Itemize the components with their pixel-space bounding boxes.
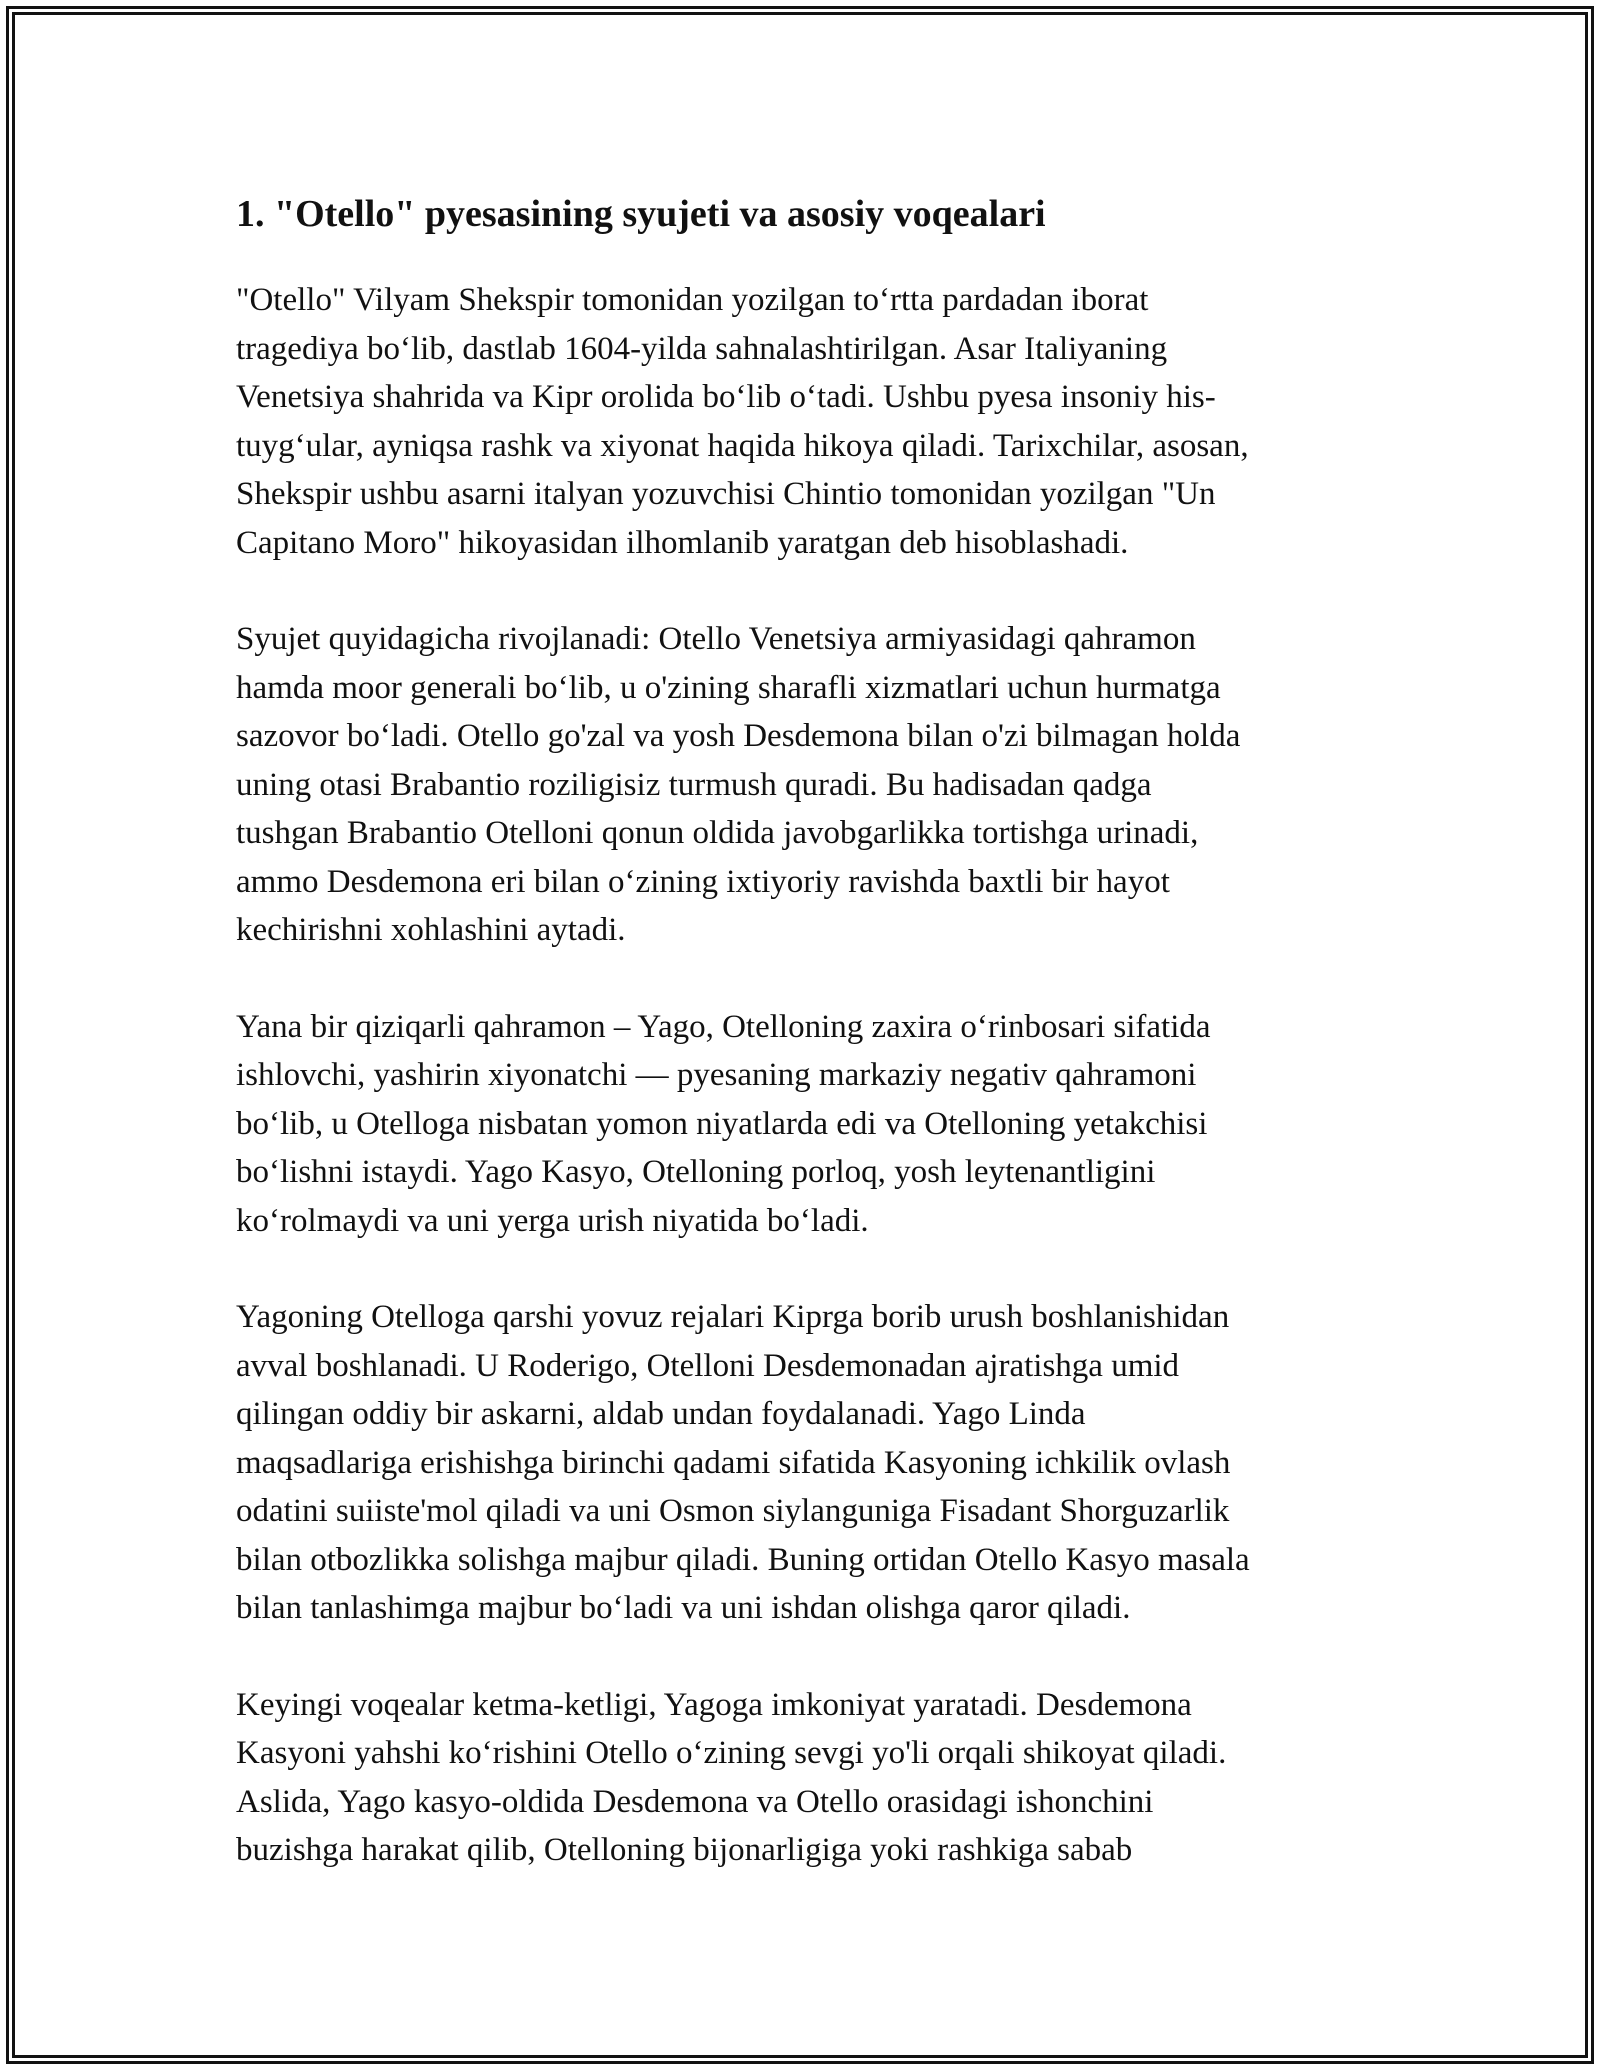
text-line: Keyingi voqealar ketma-ketligi, Yagoga imkoniyat yaratadi. Desdemona xyxy=(236,1686,1192,1723)
text-line: ko‘rolmaydi va uni yerga urish niyatida bo‘ladi. xyxy=(236,1202,869,1239)
text-line: avval boshlanadi. U Roderigo, Otelloni Desdemonadan ajratishga umid xyxy=(236,1347,1180,1384)
text-line: bilan tanlashimga majbur bo‘ladi va uni ishdan olishga qaror qiladi. xyxy=(236,1590,1131,1626)
text-line: tragediya bo‘lib, dastlab 1604-yilda sahnalashtirilgan. Asar Italiyaning xyxy=(236,330,1168,367)
paragraph-2 xyxy=(236,615,1366,955)
text-line: sazovor bo‘ladi. Otello go'zal va yosh Desdemona bilan o'zi bilmagan holda xyxy=(236,718,1241,754)
text-line: bo‘lib, u Otelloga nisbatan yomon niyatlarda edi va Otelloning yetakchisi xyxy=(236,1105,1208,1142)
text-line: Yagoning Otelloga qarshi yovuz rejalari Kiprga borib urush boshlanishidan xyxy=(236,1299,1230,1335)
text-line: ishlovchi, yashirin xiyonatchi — pyesaning markaziy negativ qahramoni xyxy=(236,1057,1197,1093)
text-line: Venetsiya shahrida va Kipr orolida bo‘lib o‘tadi. Ushbu pyesa insoniy his- xyxy=(236,379,1216,415)
text-line: kechirishni xohlashini aytadi. xyxy=(236,912,626,948)
text-line: Yana bir qiziqarli qahramon – Yago, Otelloning zaxira o‘rinbosari sifatida xyxy=(236,1008,1211,1045)
paragraph-4 xyxy=(236,1293,1366,1633)
document-body xyxy=(236,186,1366,1923)
text-line: hamda moor generali bo‘lib, u o'zining sharafli xizmatlari uchun hurmatga xyxy=(236,669,1221,706)
section-heading: 1. "Otello" pyesasining syujeti va asosiy voqealari xyxy=(236,193,1046,235)
text-line: qilingan oddiy bir askarni, aldab undan foydalanadi. Yago Linda xyxy=(236,1396,1086,1432)
text-line: tushgan Brabantio Otelloni qonun oldida javobgarlikka tortishga urinadi, xyxy=(236,815,1199,851)
text-line: uning otasi Brabantio roziligisiz turmush quradi. Bu hadisadan qadga xyxy=(236,766,1152,803)
text-line: Kasyoni yahshi ko‘rishini Otello o‘zining sevgi yo'li orqali shikoyat qiladi. xyxy=(236,1735,1227,1771)
text-line: Capitano Moro" hikoyasidan ilhomlanib yaratgan deb hisoblashadi. xyxy=(236,524,1129,561)
paragraph-1 xyxy=(236,276,1366,567)
text-line: buzishga harakat qilib, Otelloning bijonarligiga yoki rashkiga sabab xyxy=(236,1832,1133,1868)
paragraph-3 xyxy=(236,1003,1366,1246)
text-line: bo‘lishni istaydi. Yago Kasyo, Otelloning porloq, yosh leytenantligini xyxy=(236,1154,1156,1190)
text-line: tuyg‘ular, ayniqsa rashk va xiyonat haqida hikoya qiladi. Tarixchilar, asosan, xyxy=(236,427,1249,464)
text-line: "Otello" Vilyam Shekspir tomonidan yozilgan to‘rtta pardadan iborat xyxy=(236,282,1149,318)
text-line: Shekspir ushbu asarni italyan yozuvchisi Chintio tomonidan yozilgan "Un xyxy=(236,476,1216,512)
text-line: maqsadlariga erishishga birinchi qadami sifatida Kasyoning ichkilik ovlash xyxy=(236,1444,1231,1481)
text-line: ammo Desdemona eri bilan o‘zining ixtiyoriy ravishda baxtli bir hayot xyxy=(236,863,1170,900)
text-line: odatini suiiste'mol qiladi va uni Osmon siylanguniga Fisadant Shorguzarlik xyxy=(236,1493,1230,1529)
text-line: Syujet quyidagicha rivojlanadi: Otello Venetsiya armiyasidagi qahramon xyxy=(236,621,1196,657)
paragraph-5 xyxy=(236,1681,1366,1875)
text-line: Aslida, Yago kasyo-oldida Desdemona va Otello orasidagi ishonchini xyxy=(236,1783,1154,1820)
text-line: bilan otbozlikka solishga majbur qiladi. Buning ortidan Otello Kasyo masala xyxy=(236,1541,1250,1578)
